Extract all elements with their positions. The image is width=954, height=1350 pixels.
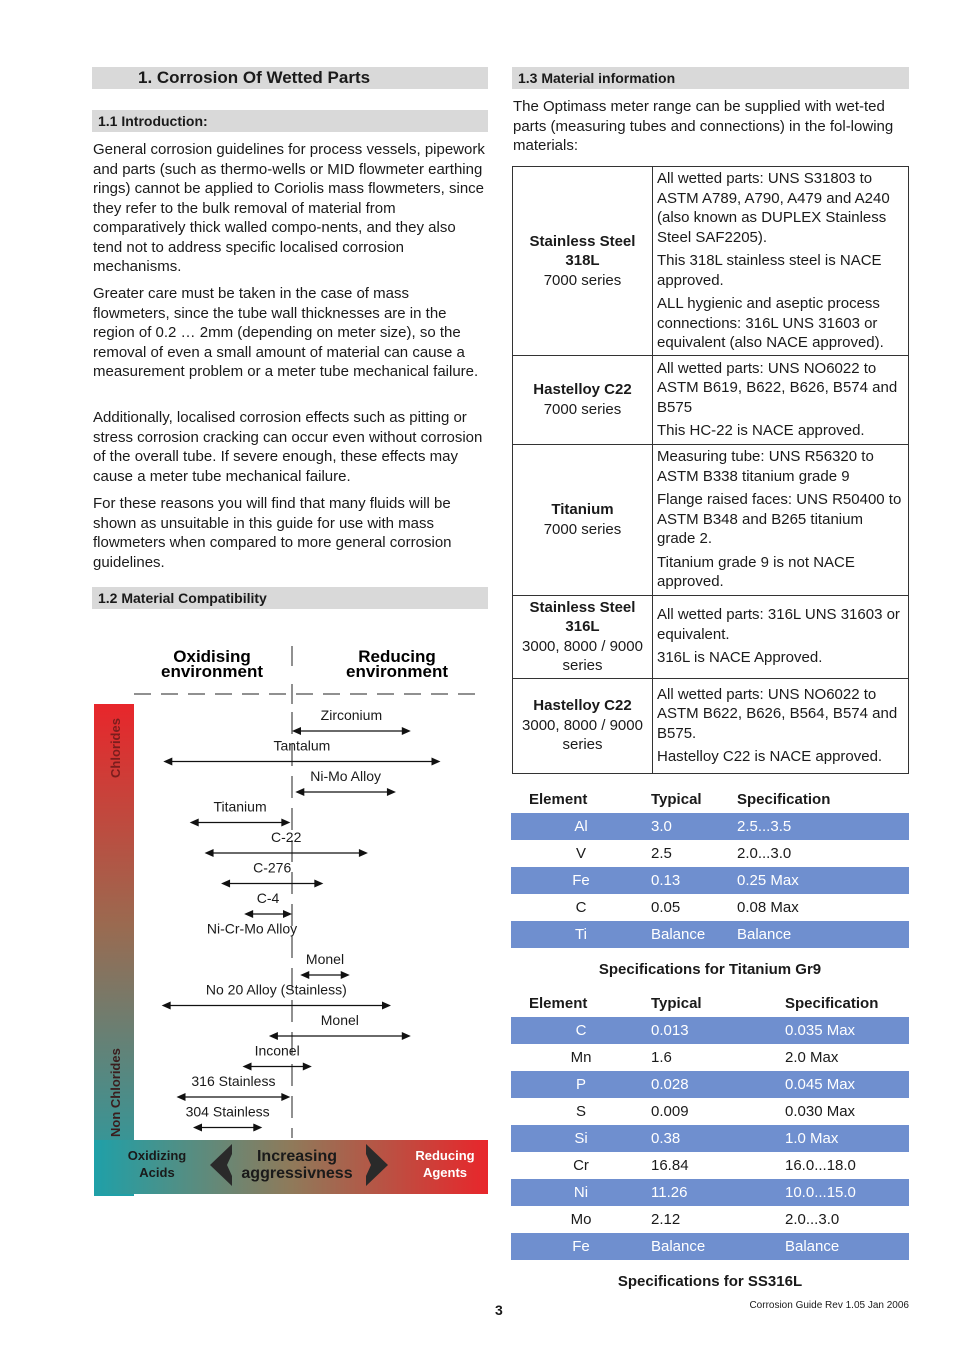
arrowhead-icon bbox=[281, 819, 290, 827]
material-series: 7000 series bbox=[543, 271, 622, 289]
material-range-label: 304 Stainless bbox=[185, 1103, 270, 1120]
arrowhead-icon bbox=[314, 880, 323, 888]
arrowhead-icon bbox=[402, 727, 411, 735]
spec-typical: 0.13 bbox=[651, 867, 737, 894]
arrowhead-icon bbox=[292, 727, 301, 735]
table-row bbox=[511, 867, 909, 894]
table-row bbox=[511, 1098, 909, 1125]
spec-specification: 2.5...3.5 bbox=[737, 813, 909, 840]
titanium-spec-table bbox=[511, 786, 909, 948]
reducing-agents-label-1: Reducing bbox=[415, 1148, 475, 1163]
spec-specification: 10.0...15.0 bbox=[785, 1179, 909, 1206]
material-desc: This HC-22 is NACE approved. bbox=[657, 422, 865, 439]
material-desc: All wetted parts: UNS NO6022 to ASTM B619, B622, B626, B574 and B575 bbox=[657, 359, 898, 416]
table-row bbox=[511, 1044, 909, 1071]
spec-element: S bbox=[575, 1103, 586, 1120]
table-row bbox=[511, 1152, 909, 1179]
ss316l-spec-caption: Specifications for SS316L bbox=[617, 1273, 803, 1290]
material-series: 3000, 8000 / 9000 series bbox=[522, 716, 643, 754]
spec-typical: 0.028 bbox=[651, 1071, 785, 1098]
spec-typical: 11.26 bbox=[651, 1179, 785, 1206]
spec-typical: 2.12 bbox=[651, 1211, 681, 1228]
arrowhead-icon bbox=[253, 1124, 262, 1132]
aggressivness-label: aggressivness bbox=[241, 1165, 353, 1182]
table-row bbox=[511, 894, 909, 921]
material-desc-cell bbox=[653, 355, 909, 444]
spec-specification: 0.25 Max bbox=[737, 867, 909, 894]
material-range-label: Ni-Cr-Mo Alloy bbox=[206, 920, 298, 937]
material-desc: This 318L stainless steel is NACE approved. bbox=[657, 252, 882, 289]
left-env-label-2: environment bbox=[160, 662, 264, 681]
material-name: Stainless Steel 318L bbox=[529, 232, 636, 269]
table-row bbox=[511, 1206, 909, 1233]
increasing-label: Increasing bbox=[256, 1148, 338, 1165]
material-name-cell bbox=[513, 444, 653, 595]
material-range-label: 316 Stainless bbox=[191, 1073, 276, 1089]
intro-paragraph-2: Greater care must be taken in the case of mass flowmeters, since the tube wall thicknesses are in the region of 0.2 … 2mm (depending on meter size), so the removal of even a small amount of material can cause a measurement problem or a meter tube mechanical failure. bbox=[93, 285, 479, 380]
spec-element: Fe bbox=[511, 867, 651, 894]
spec-specification: Balance bbox=[785, 1233, 909, 1260]
spec-specification: 2.0...3.0 bbox=[737, 845, 792, 862]
spec-specification: 2.0 Max bbox=[785, 1049, 839, 1066]
material-desc-cell bbox=[653, 678, 909, 773]
arrowhead-icon bbox=[303, 1063, 312, 1071]
chlorides-label: Chlorides bbox=[108, 718, 123, 778]
spec-element: Mo bbox=[570, 1211, 592, 1228]
intro-heading: 1.1 Introduction: bbox=[92, 110, 488, 132]
material-row bbox=[513, 678, 909, 773]
spec-element: Ti bbox=[511, 921, 651, 948]
table-row bbox=[511, 1125, 909, 1152]
table-row bbox=[511, 813, 909, 840]
material-name: Hastelloy C22 bbox=[533, 697, 632, 715]
material-desc-cell bbox=[653, 444, 909, 595]
material-info-intro: The Optimass meter range can be supplied with wet-ted parts (measuring tubes and connections) in the fol-lowing materials: bbox=[513, 98, 894, 154]
spec-typical: 0.05 bbox=[651, 899, 681, 916]
arrowhead-icon bbox=[300, 971, 309, 979]
material-name: Titanium bbox=[551, 501, 614, 518]
material-desc: 316L is NACE Approved. bbox=[657, 649, 823, 667]
spec-specification: 0.030 Max bbox=[785, 1103, 856, 1120]
spec-specification: 1.0 Max bbox=[785, 1125, 909, 1152]
oxidizing-acids-label-2: Acids bbox=[139, 1165, 175, 1180]
material-desc-cell bbox=[653, 595, 909, 678]
material-range-label: Zirconium bbox=[320, 707, 383, 723]
arrowhead-icon bbox=[243, 1063, 252, 1071]
material-desc: Titanium grade 9 is not NACE approved. bbox=[657, 553, 855, 591]
material-name: Stainless Steel 316L bbox=[529, 598, 636, 635]
material-range-label: Ni-Mo Alloy bbox=[310, 768, 382, 784]
spec-specification: 0.035 Max bbox=[785, 1017, 909, 1044]
arrowhead-icon bbox=[205, 849, 214, 857]
material-series: 7000 series bbox=[543, 520, 622, 538]
arrowhead-icon bbox=[283, 910, 292, 918]
material-range-label: C-276 bbox=[253, 859, 292, 876]
material-compatibility-diagram bbox=[92, 640, 488, 1196]
titanium-spec-caption: Specifications for Titanium Gr9 bbox=[598, 961, 822, 978]
arrowhead-icon bbox=[341, 971, 350, 979]
spec-typical: 3.0 bbox=[651, 813, 737, 840]
spec-element: C bbox=[511, 1017, 651, 1044]
material-range-label: Monel bbox=[320, 1012, 359, 1028]
material-range-label: Tantalum bbox=[273, 737, 331, 754]
spec-specification: Balance bbox=[737, 921, 909, 948]
arrowhead-icon bbox=[244, 910, 253, 918]
spec-typical: 1.6 bbox=[651, 1049, 672, 1066]
ss316l-spec-table bbox=[511, 990, 909, 1260]
revision-note: Corrosion Guide Rev 1.05 Jan 2006 bbox=[749, 1300, 909, 1311]
material-name-cell bbox=[513, 595, 653, 678]
spec-element: Si bbox=[511, 1125, 651, 1152]
spec-element: Fe bbox=[511, 1233, 651, 1260]
material-row bbox=[513, 444, 909, 595]
spec-element: Ni bbox=[511, 1179, 651, 1206]
material-row bbox=[513, 355, 909, 444]
material-row bbox=[513, 595, 909, 678]
arrowhead-icon bbox=[193, 1124, 202, 1132]
spec-specification: 2.0...3.0 bbox=[785, 1211, 840, 1228]
material-name-cell bbox=[513, 167, 653, 356]
table-row bbox=[511, 840, 909, 867]
arrowhead-icon bbox=[163, 758, 172, 766]
spec-element: C bbox=[575, 899, 587, 916]
arrowhead-icon bbox=[177, 1093, 186, 1101]
material-name-cell bbox=[513, 678, 653, 773]
spec-header: Typical bbox=[651, 791, 702, 808]
material-series: 3000, 8000 / 9000 series bbox=[522, 637, 643, 674]
material-table bbox=[512, 166, 909, 774]
table-row bbox=[511, 921, 909, 948]
material-info-heading: 1.3 Material information bbox=[512, 67, 909, 89]
spec-specification: 16.0...18.0 bbox=[785, 1157, 856, 1174]
material-range-label: Inconel bbox=[254, 1042, 300, 1059]
spec-element: Al bbox=[511, 813, 651, 840]
spec-header: Element bbox=[529, 791, 588, 808]
spec-specification: 0.045 Max bbox=[785, 1071, 909, 1098]
spec-header: Typical bbox=[651, 995, 702, 1012]
table-row bbox=[511, 1071, 909, 1098]
spec-typical: 0.009 bbox=[651, 1103, 689, 1120]
material-desc: Flange raised faces: UNS R50400 to ASTM B348 and B265 titanium grade 2. bbox=[657, 491, 902, 548]
spec-element: Mn bbox=[570, 1049, 592, 1066]
right-env-label-1: Reducing bbox=[358, 647, 436, 666]
material-series: 7000 series bbox=[543, 400, 622, 418]
left-env-label-1: Oxidising bbox=[173, 647, 251, 666]
material-desc: Hastelloy C22 is NACE approved. bbox=[657, 748, 883, 765]
non-chlorides-label: Non Chlorides bbox=[108, 1048, 123, 1137]
arrowhead-icon bbox=[359, 849, 368, 857]
material-name-cell bbox=[513, 355, 653, 444]
spec-typical: Balance bbox=[651, 1233, 785, 1260]
material-range-label: Monel bbox=[305, 951, 345, 967]
material-desc: All wetted parts: 316L UNS 31603 or equivalent. bbox=[657, 606, 900, 643]
material-desc: Measuring tube: UNS R56320 to ASTM B338 titanium grade 9 bbox=[657, 448, 874, 485]
intro-paragraph-1: General corrosion guidelines for process vessels, pipework and parts (such as thermo-wells or MID flowmeter earthing rings) cannot be applied to Coriolis mass flowmeters, since they refer to the bulk removal of material from comparatively thick walled compo-nents, and they also tend not to address specific localised corrosion mechanisms. bbox=[93, 141, 485, 275]
material-desc: All wetted parts: UNS NO6022 to ASTM B622, B626, B564, B574 and B575. bbox=[657, 685, 898, 742]
arrowhead-icon bbox=[402, 1032, 411, 1040]
compat-heading: 1.2 Material Compatibility bbox=[92, 587, 488, 609]
spec-header: Element bbox=[529, 995, 588, 1012]
spec-header: Specification bbox=[785, 995, 879, 1012]
right-env-label-2: environment bbox=[345, 662, 449, 681]
arrowhead-icon bbox=[162, 1002, 171, 1010]
spec-specification: 0.08 Max bbox=[737, 899, 799, 916]
table-row bbox=[511, 1017, 909, 1044]
intro-paragraph-4: For these reasons you will find that many fluids will be shown as unsuitable in this guide for use with mass flowmeters when compared to more general corrosion guidelines. bbox=[93, 495, 452, 571]
oxidizing-acids-label-1: Oxidizing bbox=[127, 1148, 187, 1163]
arrowhead-icon bbox=[387, 788, 396, 796]
arrowhead-icon bbox=[432, 758, 441, 766]
material-name: Hastelloy C22 bbox=[533, 381, 632, 398]
intro-paragraph-3: Additionally, localised corrosion effects such as pitting or stress corrosion cracking can occur even without corrosion of the overall tube. If severe enough, these effects may cause a meter tube mechanical failure. bbox=[93, 409, 483, 485]
arrowhead-icon bbox=[269, 1032, 278, 1040]
spec-element: Cr bbox=[573, 1157, 589, 1174]
spec-element: V bbox=[575, 845, 586, 862]
page-number: 3 bbox=[495, 1302, 503, 1318]
table-row bbox=[511, 1233, 909, 1260]
material-range-label: No 20 Alloy (Stainless) bbox=[205, 981, 347, 998]
material-desc-cell bbox=[653, 167, 909, 356]
spec-typical: 0.38 bbox=[651, 1125, 785, 1152]
material-row bbox=[513, 167, 909, 356]
arrowhead-icon bbox=[190, 819, 199, 827]
arrowhead-icon bbox=[221, 880, 230, 888]
reducing-agents-label-2: Agents bbox=[422, 1165, 468, 1180]
arrowhead-icon bbox=[281, 1093, 290, 1101]
section-title: 1. Corrosion Of Wetted Parts bbox=[92, 67, 488, 89]
arrowhead-icon bbox=[382, 1002, 391, 1010]
material-range-label: C-4 bbox=[256, 890, 280, 906]
arrowhead-icon bbox=[295, 788, 304, 796]
spec-header: Specification bbox=[737, 791, 831, 808]
material-desc: All wetted parts: UNS S31803 to ASTM A789, A790, A479 and A240 (also known as DUPLEX Stainless Steel SAF2205). bbox=[657, 170, 890, 246]
spec-typical: Balance bbox=[651, 921, 737, 948]
material-range-label: Titanium bbox=[213, 798, 267, 815]
material-range-label: C-22 bbox=[271, 829, 302, 845]
table-row bbox=[511, 1179, 909, 1206]
spec-typical: 0.013 bbox=[651, 1017, 785, 1044]
spec-typical: 16.84 bbox=[651, 1157, 689, 1174]
material-desc: ALL hygienic and aseptic process connections: 316L UNS 31603 or equivalent (also NACE approved). bbox=[657, 295, 884, 351]
spec-element: P bbox=[511, 1071, 651, 1098]
spec-typical: 2.5 bbox=[651, 845, 672, 862]
